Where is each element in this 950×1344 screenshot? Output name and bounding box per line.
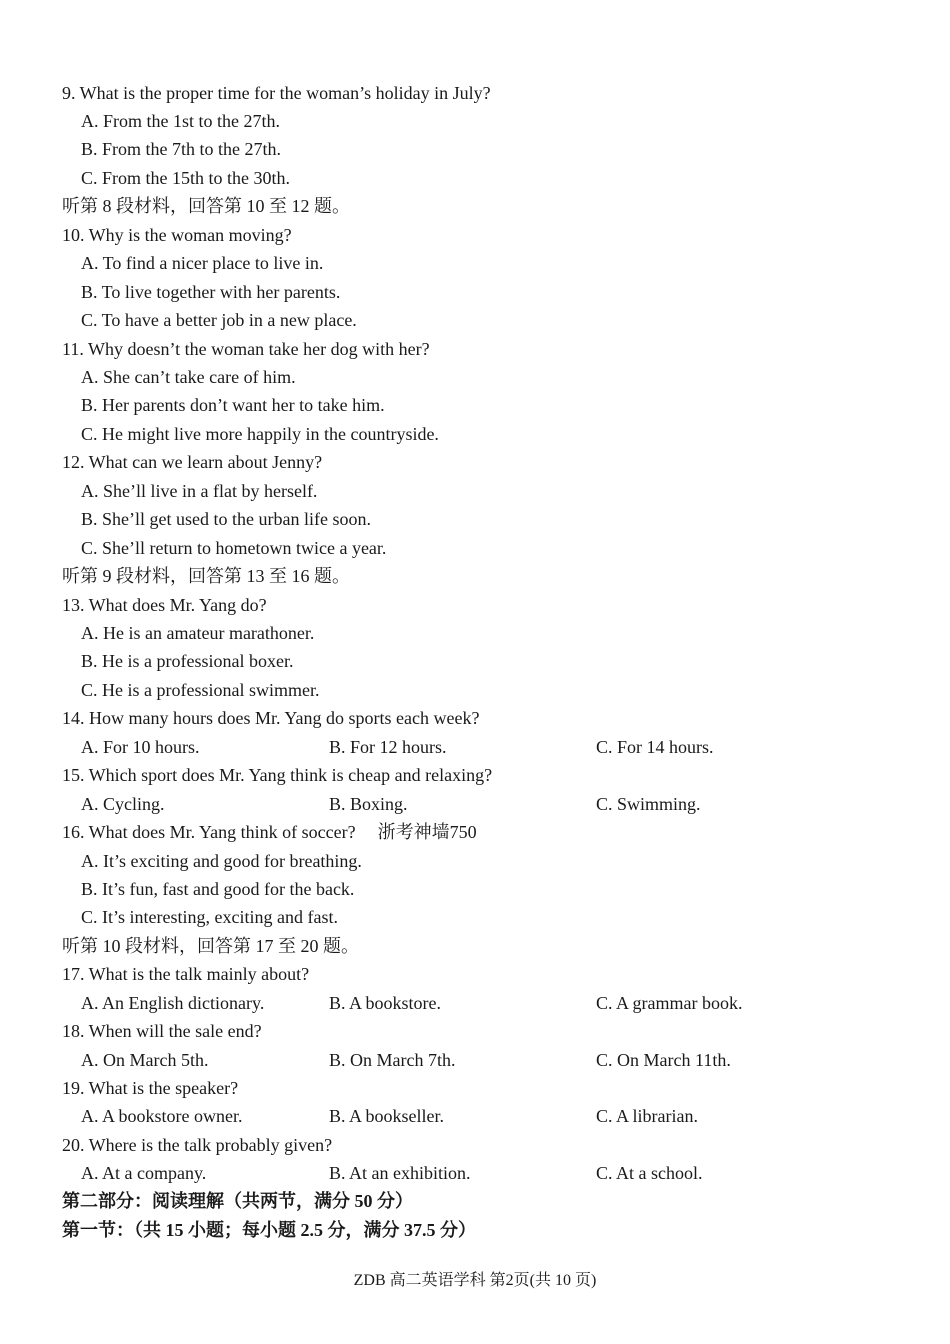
option-9b: B. From the 7th to the 27th. <box>81 139 281 159</box>
option-11a: A. She can’t take care of him. <box>81 367 296 387</box>
option-17c: C. A grammar book. <box>596 993 743 1013</box>
option-15a: A. Cycling. <box>81 794 165 814</box>
question-13: 13. What does Mr. Yang do? <box>62 595 267 615</box>
question-18: 18. When will the sale end? <box>62 1021 262 1041</box>
question-20: 20. Where is the talk probably given? <box>62 1135 333 1155</box>
question-11: 11. Why doesn’t the woman take her dog with her? <box>62 339 430 359</box>
option-11b: B. Her parents don’t want her to take him. <box>81 395 385 415</box>
option-13c: C. He is a professional swimmer. <box>81 680 320 700</box>
option-20c: C. At a school. <box>596 1163 703 1183</box>
option-12a: A. She’ll live in a flat by herself. <box>81 481 318 501</box>
section-instruction-9: 听第 9 段材料，回答第 13 至 16 题。 <box>62 566 350 586</box>
option-15c: C. Swimming. <box>596 794 701 814</box>
section-one-heading: 第一节：（共 15 小题；每小题 2.5 分，满分 37.5 分） <box>62 1220 476 1240</box>
page-footer: ZDB 高二英语学科 第2页(共 10 页) <box>353 1272 597 1289</box>
option-10c: C. To have a better job in a new place. <box>81 310 357 330</box>
option-17b: B. A bookstore. <box>329 993 442 1013</box>
section-instruction-10: 听第 10 段材料，回答第 17 至 20 题。 <box>62 936 359 956</box>
option-16a: A. It’s exciting and good for breathing. <box>81 851 362 871</box>
option-19b: B. A bookseller. <box>329 1106 445 1126</box>
option-17a: A. An English dictionary. <box>81 993 265 1013</box>
question-19: 19. What is the speaker? <box>62 1078 239 1098</box>
option-20a: A. At a company. <box>81 1163 207 1183</box>
option-10a: A. To find a nicer place to live in. <box>81 253 324 273</box>
option-14b: B. For 12 hours. <box>329 737 447 757</box>
option-15b: B. Boxing. <box>329 794 408 814</box>
option-14c: C. For 14 hours. <box>596 737 714 757</box>
option-18b: B. On March 7th. <box>329 1050 456 1070</box>
option-12b: B. She’ll get used to the urban life soon. <box>81 509 371 529</box>
option-13b: B. He is a professional boxer. <box>81 651 294 671</box>
option-16b: B. It’s fun, fast and good for the back. <box>81 879 355 899</box>
option-12c: C. She’ll return to hometown twice a year. <box>81 538 387 558</box>
option-18a: A. On March 5th. <box>81 1050 209 1070</box>
option-20b: B. At an exhibition. <box>329 1163 471 1183</box>
watermark-text: 浙考神墙750 <box>377 822 477 842</box>
option-18c: C. On March 11th. <box>596 1050 731 1070</box>
option-14a: A. For 10 hours. <box>81 737 200 757</box>
question-15: 15. Which sport does Mr. Yang think is cheap and relaxing? <box>62 765 493 785</box>
question-14: 14. How many hours does Mr. Yang do sports each week? <box>62 708 480 728</box>
question-9: 9. What is the proper time for the woman’s holiday in July? <box>62 83 491 103</box>
question-17: 17. What is the talk mainly about? <box>62 964 310 984</box>
option-11c: C. He might live more happily in the countryside. <box>81 424 439 444</box>
option-9a: A. From the 1st to the 27th. <box>81 111 280 131</box>
option-9c: C. From the 15th to the 30th. <box>81 168 290 188</box>
option-19c: C. A librarian. <box>596 1106 698 1126</box>
section-instruction-8: 听第 8 段材料，回答第 10 至 12 题。 <box>62 196 350 216</box>
question-12: 12. What can we learn about Jenny? <box>62 452 323 472</box>
option-19a: A. A bookstore owner. <box>81 1106 243 1126</box>
question-16-text: 16. What does Mr. Yang think of soccer? <box>62 822 356 842</box>
part-two-heading: 第二部分：阅读理解（共两节，满分 50 分） <box>62 1191 413 1211</box>
question-16 <box>62 818 477 846</box>
question-10: 10. Why is the woman moving? <box>62 225 292 245</box>
option-13a: A. He is an amateur marathoner. <box>81 623 315 643</box>
option-10b: B. To live together with her parents. <box>81 282 341 302</box>
option-16c: C. It’s interesting, exciting and fast. <box>81 907 338 927</box>
